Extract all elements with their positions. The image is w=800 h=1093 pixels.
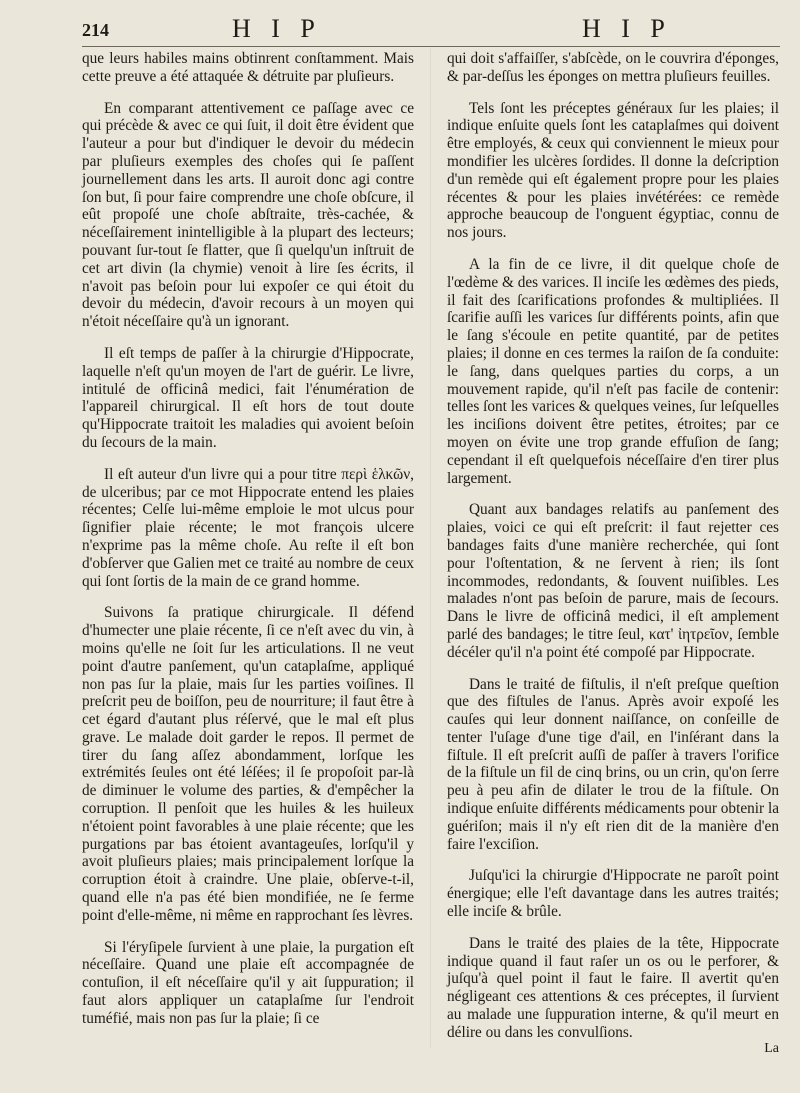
paragraph: Juſqu'ici la chirurgie d'Hippocrate ne paroît point énergique; elle l'eſt davantage dans les autres traités; elle inciſe & brûle. <box>447 867 779 921</box>
running-title-right: H I P <box>582 14 672 43</box>
page-number: 214 <box>82 20 109 40</box>
paragraph: Tels ſont les préceptes généraux ſur les plaies; il indique enſuite quels ſont les cataplaſmes qui doivent être employés, & ceux qui conviennent le mieux pour mondifier les ulcères ſordides. Il donne la deſcription d'un remède qui eſt également propre pour les plaies récentes & pour les plaies invétérées: ce remède approche beaucoup de l'onguent égyptiac, connu de nos jours. <box>447 99 779 242</box>
running-header <box>82 14 780 44</box>
paragraph: qui doit s'affaiſſer, s'abſcède, on le couvrira d'éponges, & par-deſſus les éponges on mettra pluſieurs feuilles. <box>447 50 779 85</box>
header-rule <box>82 46 780 47</box>
paragraph: Dans le traité des plaies de la tête, Hippocrate indique quand il faut raſer un os ou le perforer, & juſqu'à quel point il faut le faire. Il avertit qu'en négligeant ces attentions & ces préceptes, il ſurvient au malade une ſuppuration interne, & qu'il meurt en délire ou dans les convulſions. <box>447 934 779 1041</box>
paragraph: Suivons ſa pratique chirurgicale. Il défend d'humecter une plaie récente, ſi ce n'eſt avec du vin, à moins qu'elle ne ſoit ſur les articulations. Il ne veut point d'autre panſement, qu'un cataplaſme, appliqué non pas ſur la plaie, mais ſur les parties voiſines. Il preſcrit peu de boiſſon, peu de nourriture; il faut être à cet égard d'autant plus réſervé, que le mal eſt plus grave. Le malade doit garder le repos. Il permet de tirer du ſang aſſez abondamment, lorſque les extrémités ſeules ont été léſées; il ſe propoſoit par-là de diminuer le volume des parties, & d'empêcher la corruption. Il penſoit que les huiles & les huileux n'étoient point favorables à une plaie récente; que les purgations par bas étoient avantageuſes, lorſqu'il y avoit pluſieurs plaies; mais principalement lorſque la corruption étoit à craindre. Une plaie, obſerve-t-il, quand elle n'a pas été bien mondifiée, ne ſe ferme point d'elle-même, ni même en rapprochant ſes lèvres. <box>82 604 414 924</box>
paragraph: Si l'éryſipele ſurvient à une plaie, la purgation eſt néceſſaire. Quand une plaie eſt accompagnée de contuſion, il eſt néceſſaire qu'il y ait ſuppuration; il faut alors appliquer un cataplaſme ſur l'endroit tuméfié, mais non pas ſur la plaie; ſi ce <box>82 938 414 1027</box>
column-gutter <box>430 48 431 1048</box>
paragraph: A la fin de ce livre, il dit quelque choſe de l'œdème & des varices. Il inciſe les œdèmes des pieds, il fait des ſcarifications profondes & multipliées. Il ſcarifie auſſi les varices ſur différents points, afin que le ſang s'écoule en petite quantité, par de petites plaies; il donne en ces termes la raiſon de ſa conduite: le ſang, dans quelques parties du corps, a un mouvement rapide, qu'il n'eſt pas facile de contenir: telles ſont les varices & quelques veines, ſur leſquelles les inciſions doivent être petites, étroites; par ce moyen on évite une trop grande effuſion de ſang; cependant il eſt quelquefois néceſſaire d'en tirer plus largement. <box>447 255 779 487</box>
paragraph: Quant aux bandages relatifs au panſement des plaies, voici ce qui eſt preſcrit: il faut rejetter ces bandages faits d'une manière recherchée, qui ſont pour l'oſtentation, & ne ſervent à rien; ils ſont incommodes, redondants, & ſouvent nuiſibles. Les malades n'ont pas beſoin de parure, mais de ſecours. Dans le livre de officinâ medici, il eſt amplement parlé des bandages; le titre ſeul, κατ' ἰητρεῖον, ſemble décéler qu'il n'a point été compoſé par Hippocrate. <box>447 501 779 661</box>
paragraph: Il eſt auteur d'un livre qui a pour titre περὶ ἑλκῶν, de ulceribus; par ce mot Hippocrate entend les plaies récentes; Celſe lui-même emploie le mot ulcus pour ſignifier plaie récente; le mot françois ulcere n'exprime pas la même choſe. Au reſte il eſt bon d'obſerver que Galien met ce traité au nombre de ceux qui ſont ſortis de la main de ce grand homme. <box>82 465 414 590</box>
right-column <box>447 50 779 1057</box>
paragraph: Il eſt temps de paſſer à la chirurgie d'Hippocrate, laquelle n'eſt qu'un moyen de l'art de guérir. Le livre, intitulé de officinâ medici, fait l'énumération de l'appareil chirurgical. Il eſt hors de tout doute qu'Hippocrate traitoit les maladies qui avoient beſoin du ſecours de la main. <box>82 344 414 451</box>
paragraph: Dans le traité de fiſtulis, il n'eſt preſque queſtion que des fiſtules de l'anus. Après avoir expoſé les cauſes qui leur donnent naiſſance, on conſeille de tenter l'uſage d'une tige d'ail, en l'inſérant dans la fiſtule. Il eſt preſcrit auſſi de paſſer à travers l'orifice de la fiſtule un fil de cinq brins, ou un crin, qu'on ſerre peu à peu afin de dilater le trou de la fiſtule. On indique enſuite différents médicaments pour obtenir la guériſon; mais il n'y eſt rien dit de la manière d'en faire l'exciſion. <box>447 675 779 853</box>
paragraph: En comparant attentivement ce paſſage avec ce qui précède & avec ce qui ſuit, il doit être évident que l'auteur a pour but d'indiquer le devoir du médecin par pluſieurs exemples des choſes qui ſe paſſent journellement dans les arts. Il auroit donc agi contre ſon but, ſi pour faire comprendre une choſe obſcure, il eût propoſé une choſe abſtraite, très-cachée, & néceſſairement inintelligible à la plupart des lecteurs; pouvant ſur-tout ſe flatter, que ſi quelqu'un inſtruit de cet art divin (la chymie) venoit à lire ſes écrits, il n'avoit pas beſoin pour lui expoſer ce qui étoit du devoir du médecin, d'avoir recours à un moyen qui n'étoit néceſſaire qu'à un ignorant. <box>82 99 414 331</box>
catchword: La <box>764 1040 779 1056</box>
left-column <box>82 50 414 1028</box>
running-title-left: H I P <box>232 14 322 43</box>
paragraph: que leurs habiles mains obtinrent conſtamment. Mais cette preuve a été attaquée & détruite par pluſieurs. <box>82 50 414 85</box>
